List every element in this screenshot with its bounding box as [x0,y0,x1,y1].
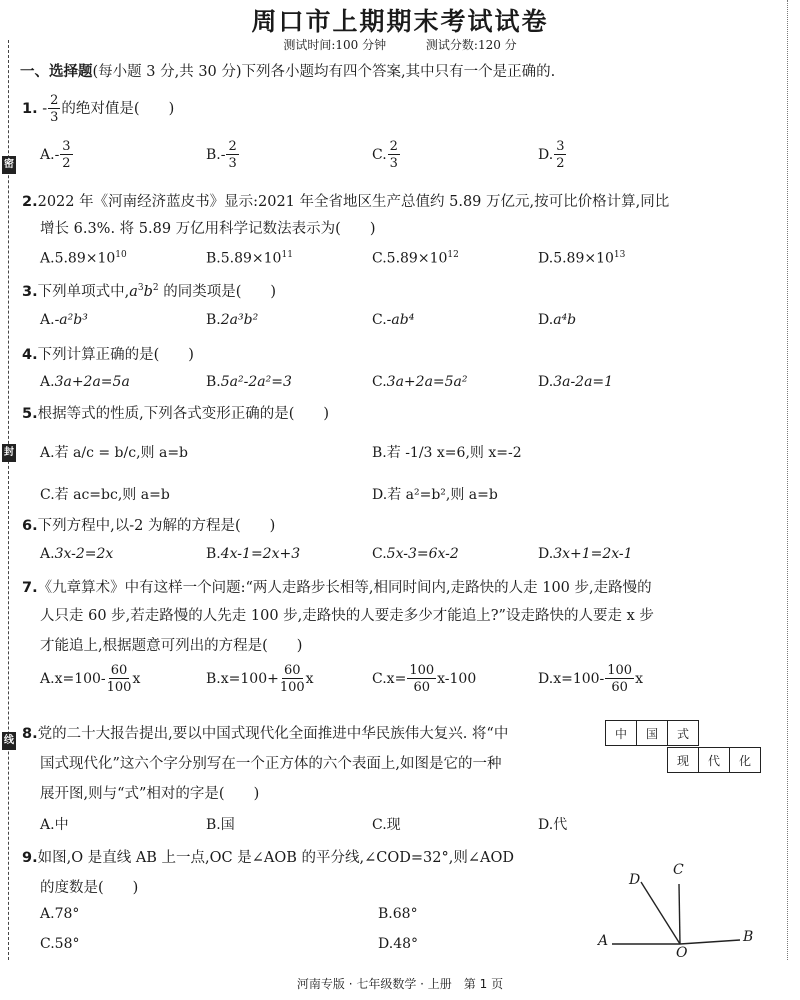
question-9-cont: 的度数是( ) [40,880,139,896]
option-5c: C.若 ac=bc,则 a=b [40,487,170,503]
page-edge-line [787,0,788,960]
option-8c: C.现 [372,817,401,833]
option-1b: B.- $\frac{2}{3}$ [206,139,237,171]
section-desc: (每小题 3 分,共 30 分)下列各小题均有四个答案,其中只有一个是正确的. [92,64,556,80]
option-7b: B.x=100+ $\frac{60}{100}$ x [206,663,314,695]
question-2-cont: 增长 6.3%. 将 5.89 万亿用科学记数法表示为( ) [40,221,376,237]
point-o-label: O [676,945,688,961]
net-cell: 国 [636,720,668,746]
question-8-cont2: 展开图,则与“式”相对的字是( ) [40,786,260,802]
option-9b: B.68° [378,906,418,922]
net-cell: 式 [667,720,699,746]
option-3b: B.2a³b² [206,312,259,328]
question-7-cont2: 才能追上,根据题意可列出的方程是( ) [40,638,303,654]
option-1a: A.- $\frac{3}{2}$ [40,139,71,171]
option-4d: D.3a-2a=1 [538,374,614,390]
question-8-cont: 国式现代化”这六个字分别写在一个正方体的六个表面上,如图是它的一种 [40,756,502,772]
option-9a: A.78° [40,906,80,922]
option-5b: B.若 -1/3 x=6,则 x=-2 [372,445,522,461]
exam-title: 周口市上期期末考试试卷 [251,7,549,36]
seal-mark: 封 [2,444,16,462]
option-3c: C.-ab⁴ [372,312,415,328]
option-5d: D.若 a²=b²,则 a=b [372,487,498,503]
page-footer: 河南专版 · 七年级数学 · 上册 第 1 页 [296,977,504,991]
option-2d: $D.5.89\times 10^{13}$ [538,250,626,267]
section-header [20,60,555,81]
option-8b: B.国 [206,817,235,833]
point-c-label: C [673,862,684,878]
option-6d: D.3x+1=2x-1 [538,546,633,562]
fraction: $\frac{2}{3}$ [50,93,59,125]
option-2b: $B.5.89\times 10^{11}$ [206,250,293,267]
exam-info [0,36,800,53]
net-cell: 现 [667,747,699,773]
question-3: 3.下列单项式中$,a^3b^2$ 的同类项是( ) [22,283,277,300]
option-2a: $A.5.89\times 10^{10}$ [40,250,127,267]
question-1: 1. - $\frac{2}{3}$ 的绝对值是( ) [22,93,175,125]
option-3a: A.-a²b³ [40,312,88,328]
net-cell: 代 [698,747,730,773]
option-5a: A.若 a/c = b/c,则 a=b [40,445,189,461]
option-7a: A.x=100- $\frac{60}{100}$ x [40,663,141,695]
section-label: 一、选择题 [20,64,93,80]
point-b-label: B [743,929,754,945]
question-8: 8.党的二十大报告提出,要以中国式现代化全面推进中华民族伟大复兴. 将“中 [22,726,509,742]
option-6b: B.4x-1=2x+3 [206,546,301,562]
option-2c: $C.5.89\times 10^{12}$ [372,250,459,267]
option-4c: C.3a+2a=5a² [372,374,468,390]
option-1d: D. $\frac{3}{2}$ [538,139,565,171]
question-5: 5.根据等式的性质,下列各式变形正确的是( ) [22,406,330,422]
seal-mark: 线 [2,732,16,750]
exam-time: 测试时间:100 分钟 [283,38,387,52]
point-d-label: D [629,872,641,888]
binding-line [8,40,9,960]
question-9: 9.如图,O 是直线 AB 上一点,OC 是∠AOB 的平分线,∠COD=32°,则∠AOD [22,850,514,866]
option-9d: D.48° [378,936,419,952]
question-7: 7.《九章算术》中有这样一个问题:“两人走路步长相等,相同时间内,走路快的人走 100 步,走路慢的 [22,580,652,596]
seal-mark: 密 [2,156,16,174]
net-cell: 化 [729,747,761,773]
option-7c: C.x= $\frac{100}{60}$ x-100 [372,663,477,695]
question-6: 6.下列方程中,以-2 为解的方程是( ) [22,518,276,534]
question-4: 4.下列计算正确的是( ) [22,347,194,363]
option-4a: A.3a+2a=5a [40,374,130,390]
option-8d: D.代 [538,817,568,833]
option-4b: B.5a²-2a²=3 [206,374,292,390]
question-2: 2.2022 年《河南经济蓝皮书》显示:2021 年全省地区生产总值约 5.89 万亿元,按可比价格计算,同比 [22,194,670,210]
question-7-cont: 人只走 60 步,若走路慢的人先走 100 步,走路快的人要走多少才能追上?”设走路快的人要走 x 步 [40,608,654,624]
option-1c: C. $\frac{2}{3}$ [372,139,398,171]
option-6c: C.5x-3=6x-2 [372,546,459,562]
option-8a: A.中 [40,817,69,833]
option-9c: C.58° [40,936,80,952]
net-cell: 中 [605,720,637,746]
option-6a: A.3x-2=2x [40,546,114,562]
point-a-label: A [598,933,609,949]
option-3d: D.a⁴b [538,312,577,328]
exam-score: 测试分数:120 分 [425,38,517,52]
option-7d: D.x=100- $\frac{100}{60}$ x [538,663,643,695]
